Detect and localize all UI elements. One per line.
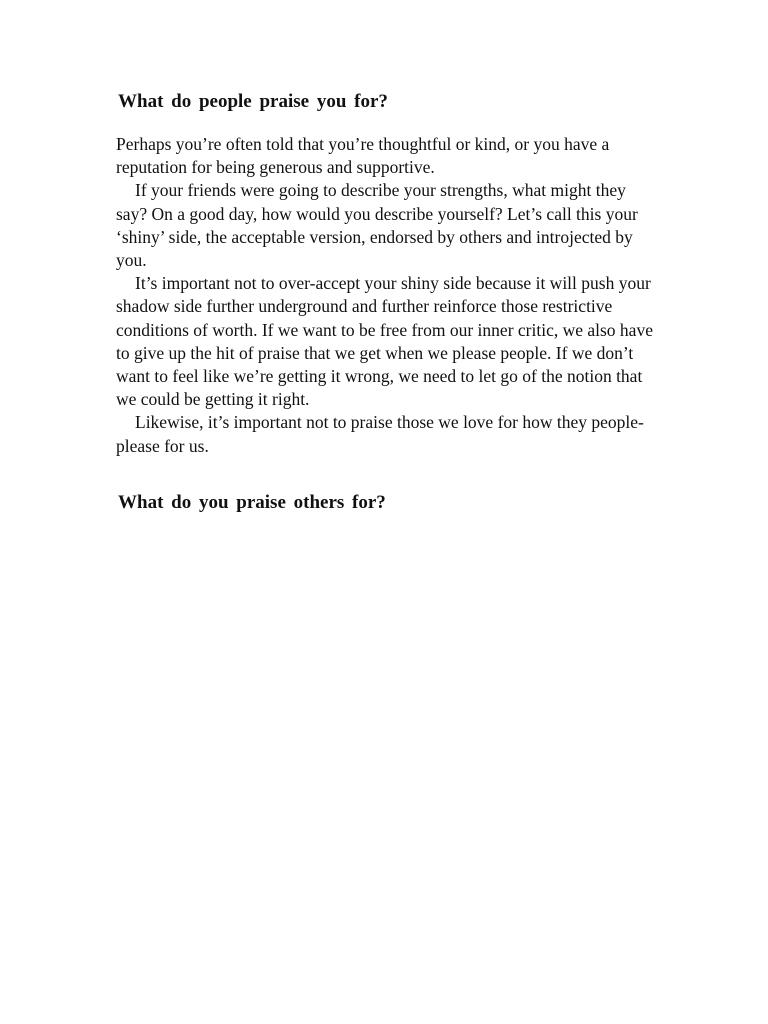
body-text bbox=[116, 133, 661, 458]
paragraph-3: It’s important not to over-accept your shiny side because it will push your shadow side further underground and further reinforce those restrictive conditions of worth. If we want to be free from our inner critic, we also have to give up the hit of praise that we get when we please people. If we don’t want to feel like we’re getting it wrong, we need to let go of the notion that we could be getting it right. bbox=[116, 273, 653, 410]
section-heading-praise-others: What do you praise others for? bbox=[118, 492, 386, 513]
paragraph-1: Perhaps you’re often told that you’re thoughtful or kind, or you have a reputation for being generous and supportive. bbox=[116, 134, 610, 178]
paragraph-2: If your friends were going to describe your strengths, what might they say? On a good day, how would you describe yourself? Let’s call this your ‘shiny’ side, the acceptable version, endorsed by others and introjected by you. bbox=[116, 180, 638, 271]
paragraph-4: Likewise, it’s important not to praise those we love for how they people-please for us. bbox=[116, 412, 644, 456]
section-heading-praise-you: What do people praise you for? bbox=[118, 91, 388, 112]
